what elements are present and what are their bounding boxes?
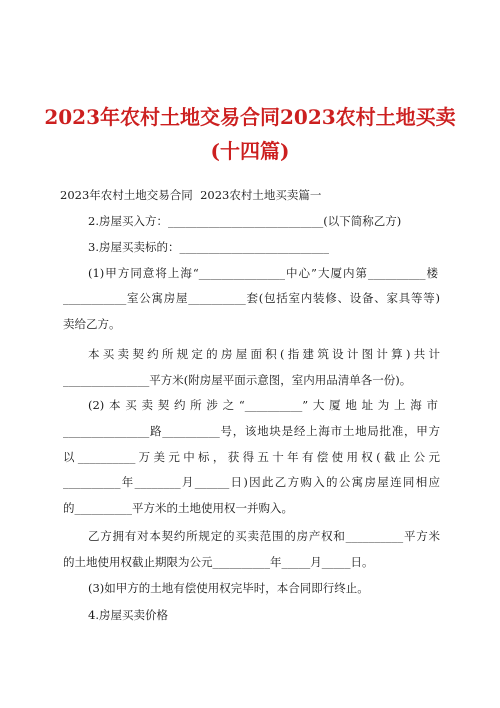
ownership-line-1: 乙方拥有对本契约所规定的买卖范围的房产权和__________平方米 bbox=[88, 529, 440, 543]
section-heading: 2023年农村土地交易合同 2023农村土地买卖篇一 bbox=[60, 188, 322, 202]
clause-2-line-5: 的__________平方米的土地使用权一并购入。 bbox=[63, 501, 293, 515]
clause-price-heading: 4.房屋买卖价格 bbox=[88, 608, 168, 622]
ownership-line-2: 的土地使用权截止期限为公元__________年_____月_____日。 bbox=[63, 555, 374, 569]
clause-1-line-3: 卖给乙方。 bbox=[63, 317, 121, 331]
clause-2-line-1: (2)本买卖契约所涉之“__________”大厦地址为上海市 bbox=[88, 398, 438, 412]
document-title-continued: (十四篇) bbox=[210, 139, 290, 163]
clause-2-line-4: __________年________月______日)因此乙方购入的公寓房屋连同相应 bbox=[63, 475, 440, 489]
clause-1-line-1: (1)甲方同意将上海“_______________中心”大厦内第__________楼 bbox=[88, 266, 438, 280]
clause-3: (3)如甲方的土地有偿使用权完毕时，本合同即行终止。 bbox=[88, 581, 369, 595]
clause-2-line-2: _______________路__________号，该地块是经上海市土地局批准，甲方 bbox=[63, 424, 440, 438]
document-title: 2023年农村土地交易合同2023农村土地买卖 bbox=[44, 105, 456, 129]
clause-buyer: 2.房屋买入方：___________________________(以下简称乙方) bbox=[88, 214, 402, 228]
clause-2-line-3: 以__________万美元中标，获得五十年有偿使用权(截止公元 bbox=[63, 450, 440, 464]
area-line-1: 本买卖契约所规定的房屋面积(指建筑设计图计算)共计 bbox=[88, 347, 440, 361]
area-line-2: _______________平方米(附房屋平面示意图，室内用品清单各一份)。 bbox=[63, 373, 412, 387]
clause-1-line-2: ___________室公寓房屋__________套(包括室内装修、设备、家具等等) bbox=[63, 291, 440, 305]
clause-subject: 3.房屋买卖标的：__________________________ bbox=[88, 240, 329, 254]
